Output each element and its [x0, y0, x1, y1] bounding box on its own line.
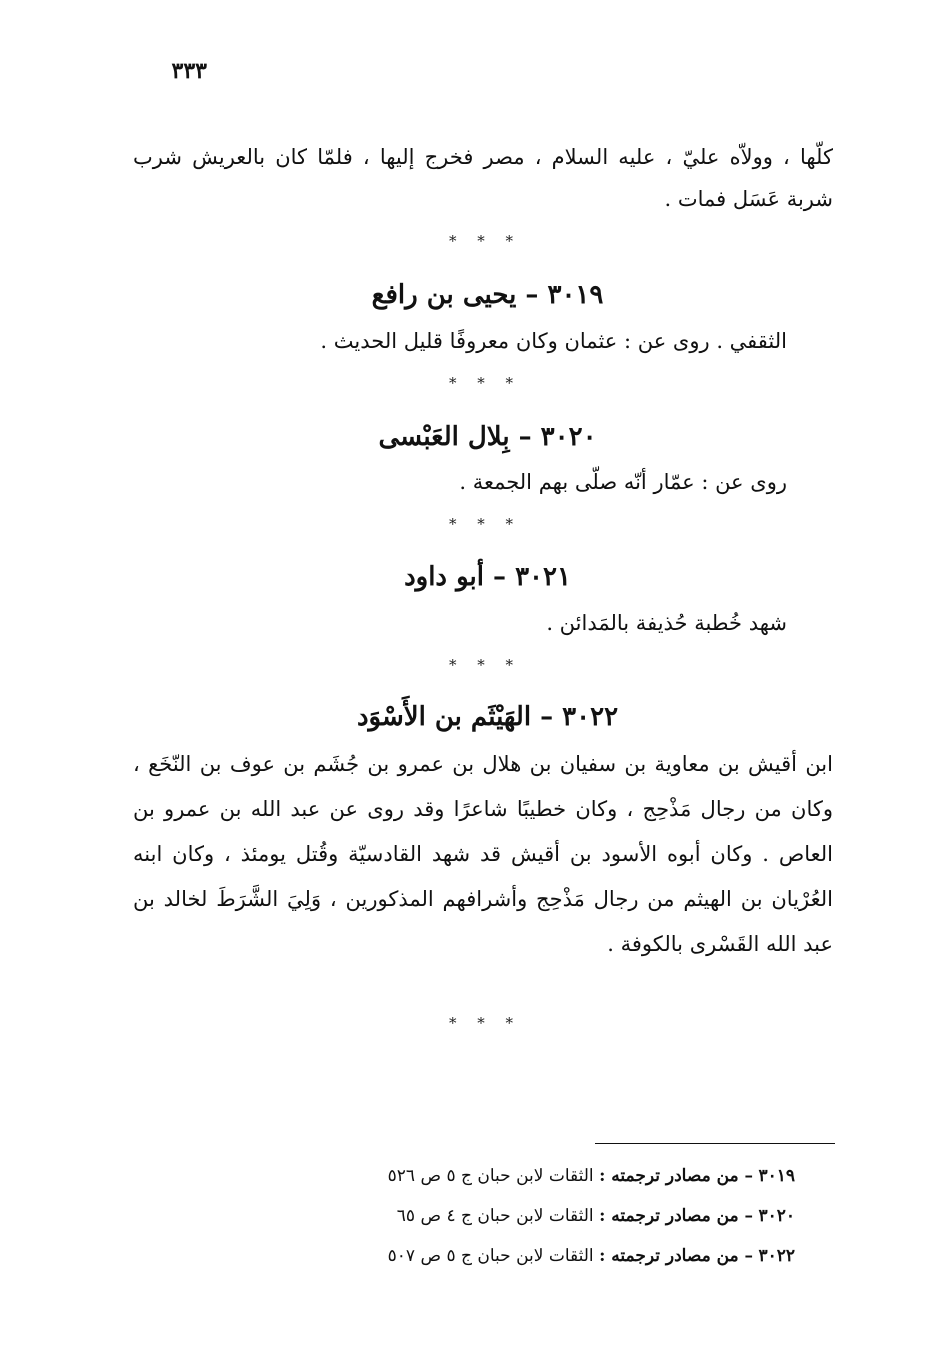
separator-stars: * * * [448, 515, 522, 533]
footnote-label: – من مصادر ترجمته : [599, 1206, 754, 1226]
footnote-text: الثقات لابن حبان ج ٥ ص ٥٢٦ [387, 1166, 594, 1186]
page-number: ٣٣٣ [171, 58, 207, 84]
entry-body-3019: الثقفي . روى عن : عثمان وكان معروفًا قليل الحديث . [320, 329, 787, 353]
entry-body-3020: روى عن : عمّار أنّه صلّى بهم الجمعة . [459, 470, 787, 494]
entry-title-3022: ٣٠٢٢ – الهَيْثَم بن الأَسْوَد [356, 702, 619, 732]
footnote-label: – من مصادر ترجمته : [599, 1166, 754, 1186]
separator-stars: * * * [448, 656, 522, 674]
entry-title-3019: ٣٠١٩ – يحيى بن رافع [371, 280, 604, 310]
footnote-divider [595, 1143, 835, 1144]
footnote-label: – من مصادر ترجمته : [599, 1246, 754, 1266]
footnote-text: الثقات لابن حبان ج ٥ ص ٥٠٧ [387, 1246, 594, 1266]
separator-stars: * * * [448, 232, 522, 250]
footnote-3019 [145, 1156, 795, 1196]
entry-body-3022: ابن أقيش بن معاوية بن سفيان بن هلال بن عمرو بن جُشَم بن عوف بن النّخَع ، وكان من رجال مَذْحِج ، وكان خطيبًا شاعرًا وقد روى عن عبد الله بن عمرو بن العاص . وكان أبوه الأسود بن أقيش قد شهد القادسيّة وقُتل يومئذ ، وكان ابنه العُرْيان بن الهيثم من رجال مَذْحِج وأشرافهم المذكورين ، وَلِيَ الشَّرَطَ لخالد بن عبد الله القَسْرى بالكوفة . [133, 752, 833, 956]
footnote-3020 [145, 1196, 795, 1236]
footnote-number: ٣٠٢٠ [758, 1206, 795, 1226]
separator-stars: * * * [448, 374, 522, 392]
footnote-text: الثقات لابن حبان ج ٤ ص ٦٥ [396, 1206, 594, 1226]
footnotes [145, 1156, 795, 1276]
opening-paragraph: كلّها ، وولاّه عليّ ، عليه السلام ، مصر فخرج إليها ، فلمّا كان بالعريش شرب شربة عَسَل فمات . [133, 145, 833, 211]
separator-stars: * * * [448, 1014, 522, 1032]
footnote-number: ٣٠٢٢ [758, 1246, 795, 1266]
entry-title-3021: ٣٠٢١ – أبو داود [404, 562, 571, 592]
entry-body-3021: شهد خُطبة حُذيفة بالمَدائن . [546, 611, 787, 635]
entry-title-3020: ٣٠٢٠ – بِلال العَبْسى [378, 422, 597, 452]
footnote-3022 [145, 1236, 795, 1276]
footnote-number: ٣٠١٩ [758, 1166, 795, 1186]
